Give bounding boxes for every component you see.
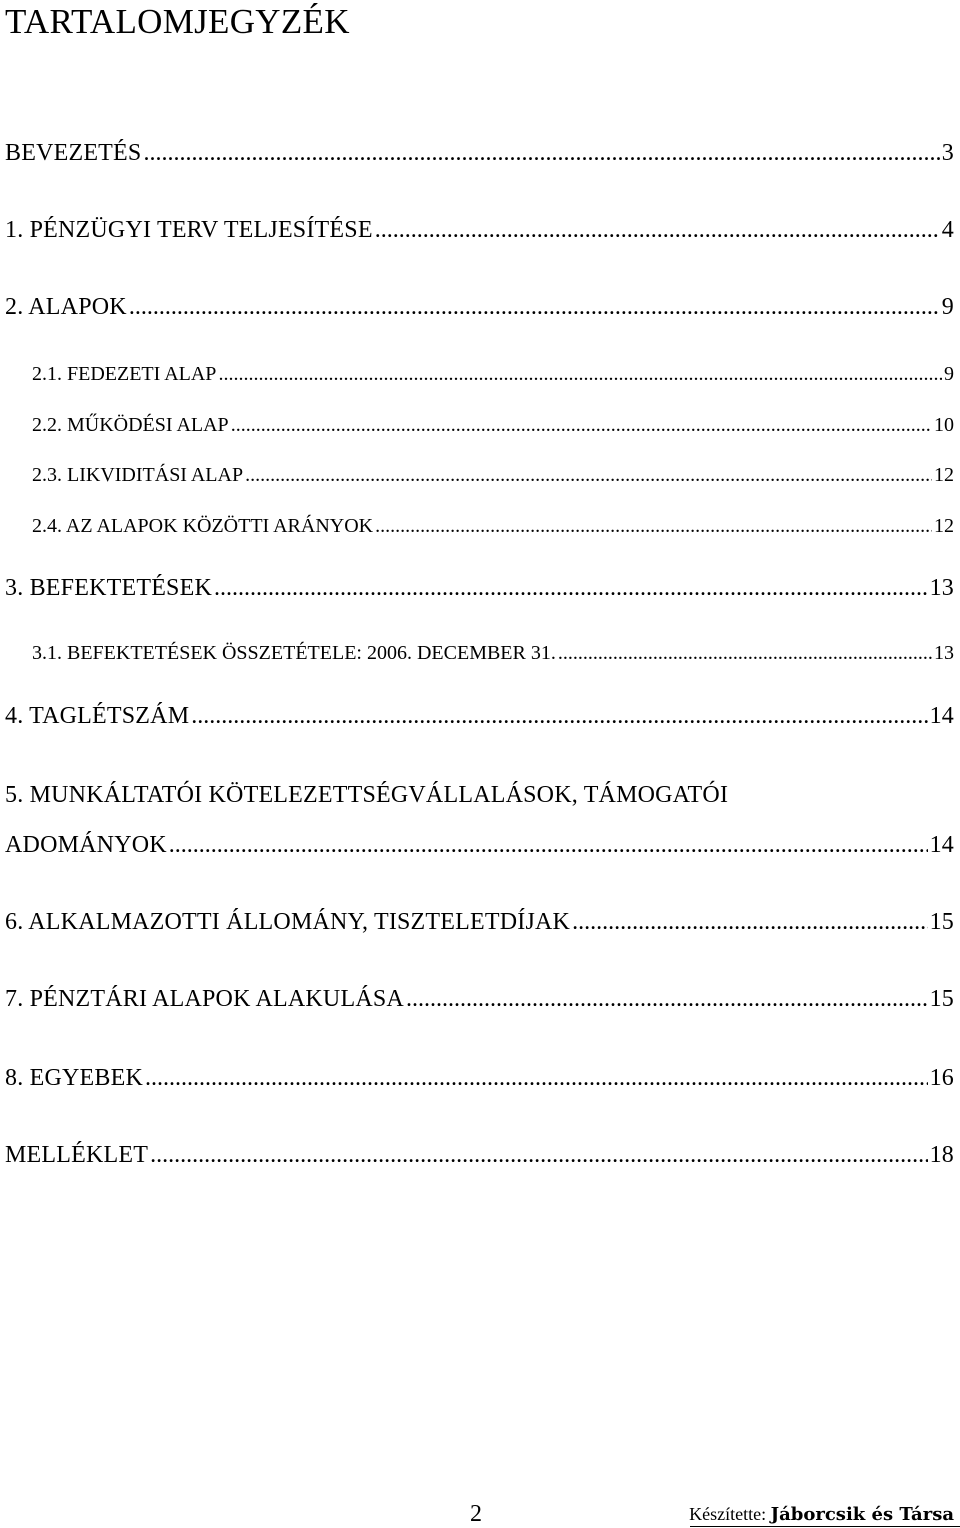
footer-credit-author: Jáborcsik és Társa [770, 1504, 954, 1525]
toc-leader-dots [245, 462, 932, 488]
toc-leader-dots [145, 1063, 928, 1093]
toc-entry-label: 4. TAGLÉTSZÁM [5, 703, 190, 729]
toc-entry-munkaltatoi-line1[interactable] [5, 780, 954, 810]
footer-divider [690, 1526, 960, 1527]
toc-page-number: 12 [934, 515, 954, 537]
toc-leader-dots [375, 215, 940, 245]
page-title: TARTALOMJEGYZÉK [5, 2, 350, 41]
toc-entry-label: 2.2. MŰKÖDÉSI ALAP [32, 414, 229, 436]
toc-entry-label: 8. EGYEBEK [5, 1065, 143, 1091]
toc-entry-alkalmazotti-allomany[interactable] [5, 907, 954, 937]
toc-page-number: 18 [929, 1142, 954, 1168]
toc-entry-befektetesek[interactable] [5, 573, 954, 603]
toc-page-number: 14 [929, 703, 954, 729]
toc-page-number: 3 [941, 140, 954, 166]
toc-entry-label: BEVEZETÉS [5, 140, 142, 166]
toc-entry-label: MELLÉKLET [5, 1142, 149, 1168]
toc-page-number: 15 [929, 909, 954, 935]
toc-leader-dots [143, 138, 939, 168]
toc-entry-label: 7. PÉNZTÁRI ALAPOK ALAKULÁSA [5, 986, 404, 1012]
toc-entry-fedezeti-alap[interactable] [32, 361, 954, 387]
toc-leader-dots [150, 1140, 928, 1170]
footer-credit [689, 1503, 954, 1526]
toc-entry-melleklet[interactable] [5, 1140, 954, 1170]
toc-leader-dots [129, 292, 940, 322]
toc-leader-dots [375, 513, 932, 539]
toc-entry-label: 3. BEFEKTETÉSEK [5, 575, 212, 601]
toc-entry-label: 6. ALKALMAZOTTI ÁLLOMÁNY, TISZTELETDÍJAK [5, 909, 571, 935]
toc-entry-label: 3.1. BEFEKTETÉSEK ÖSSZETÉTELE: 2006. DECEMBER 31. [32, 642, 556, 664]
toc-entry-alapok[interactable] [5, 292, 954, 322]
toc-entry-egyebek[interactable] [5, 1063, 954, 1093]
toc-leader-dots [218, 361, 942, 387]
toc-entry-mukodesi-alap[interactable] [32, 412, 954, 438]
toc-page-number: 12 [934, 464, 954, 486]
toc-page-number: 15 [929, 986, 954, 1012]
toc-leader-dots [558, 640, 932, 666]
toc-leader-dots [231, 412, 932, 438]
toc-entry-label: 2.1. FEDEZETI ALAP [32, 363, 217, 385]
footer-page-number: 2 [470, 1501, 482, 1527]
toc-page-number: 9 [944, 363, 954, 385]
toc-page-number: 13 [929, 575, 954, 601]
toc-leader-dots [214, 573, 928, 603]
toc-entry-label: 5. MUNKÁLTATÓI KÖTELEZETTSÉGVÁLLALÁSOK, TÁMOGATÓI [5, 782, 729, 808]
toc-leader-dots [406, 984, 928, 1014]
toc-page-number: 14 [929, 832, 954, 858]
toc-entry-befektetesek-osszetetele[interactable] [32, 640, 954, 666]
toc-page-number: 13 [934, 642, 954, 664]
toc-entry-label: 2.4. AZ ALAPOK KÖZÖTTI ARÁNYOK [32, 515, 374, 537]
toc-leader-dots [191, 701, 927, 731]
toc-entry-tagletszam[interactable] [5, 701, 954, 731]
toc-page-number: 10 [934, 414, 954, 436]
toc-entry-penztari-alapok[interactable] [5, 984, 954, 1014]
toc-entry-penzugyi-terv[interactable] [5, 215, 954, 245]
toc-entry-likviditasi-alap[interactable] [32, 462, 954, 488]
toc-leader-dots [572, 907, 928, 937]
toc-entry-bevezetes[interactable] [5, 138, 954, 168]
toc-page-number: 9 [941, 294, 954, 320]
toc-page-number: 4 [941, 217, 954, 243]
footer-credit-label: Készítette: [689, 1504, 767, 1524]
toc-entry-label: 2. ALAPOK [5, 294, 127, 320]
toc-entry-label: ADOMÁNYOK [5, 832, 167, 858]
toc-entry-munkaltatoi[interactable] [5, 830, 954, 860]
toc-entry-label: 2.3. LIKVIDITÁSI ALAP [32, 464, 244, 486]
toc-page-number: 16 [929, 1065, 954, 1091]
toc-entry-alapok-aranyok[interactable] [32, 513, 954, 539]
toc-entry-label: 1. PÉNZÜGYI TERV TELJESÍTÉSE [5, 217, 373, 243]
toc-leader-dots [169, 830, 928, 860]
